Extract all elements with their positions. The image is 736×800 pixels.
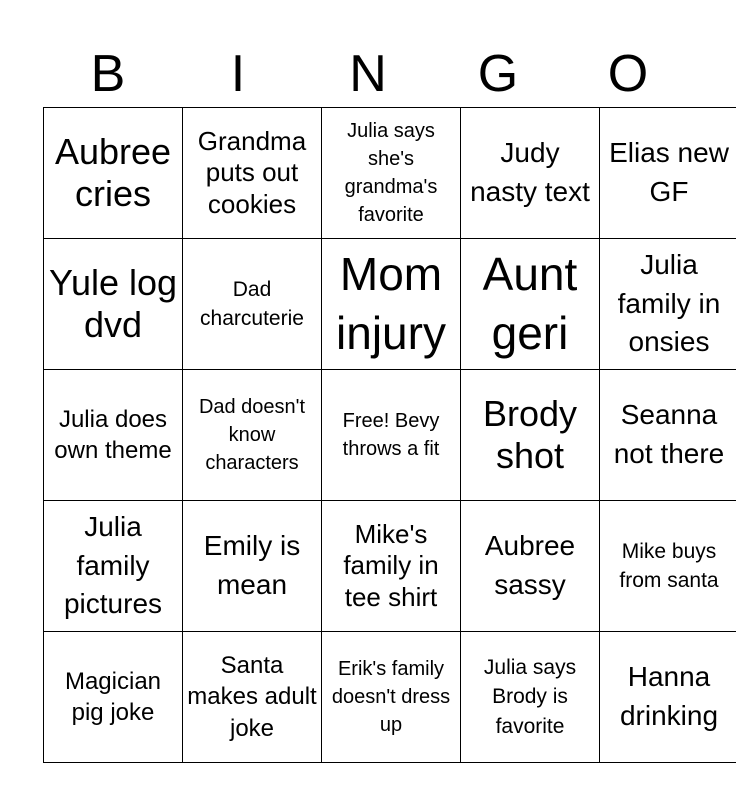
bingo-cell: Seanna not there — [600, 370, 736, 501]
board-row — [44, 501, 736, 632]
bingo-cell: Mom injury — [322, 239, 461, 370]
header-letter-b: B — [90, 45, 126, 103]
bingo-cell: Julia says Brody is favorite — [461, 632, 600, 763]
header-letter-o: O — [607, 45, 649, 103]
bingo-cell: Hanna drinking — [600, 632, 736, 763]
bingo-cell: Julia family in onsies — [600, 239, 736, 370]
header-letter-i: I — [230, 45, 246, 103]
header-letter-g: G — [477, 45, 519, 103]
board-row — [44, 370, 736, 501]
bingo-cell: Aunt geri — [461, 239, 600, 370]
header-letter-n: N — [349, 45, 387, 103]
bingo-cell: Yule log dvd — [44, 239, 183, 370]
bingo-cell: Emily is mean — [183, 501, 322, 632]
bingo-board — [43, 107, 736, 763]
bingo-cell: Aubree cries — [44, 108, 183, 239]
board-row — [44, 108, 736, 239]
bingo-cell: Santa makes adult joke — [183, 632, 322, 763]
bingo-cell: Brody shot — [461, 370, 600, 501]
bingo-cell: Elias new GF — [600, 108, 736, 239]
board-row — [44, 632, 736, 763]
bingo-cell: Free! Bevy throws a fit — [322, 370, 461, 501]
bingo-cell: Erik's family doesn't dress up — [322, 632, 461, 763]
bingo-cell: Aubree sassy — [461, 501, 600, 632]
bingo-cell: Dad charcuterie — [183, 239, 322, 370]
bingo-cell: Mike buys from santa — [600, 501, 736, 632]
bingo-cell: Julia family pictures — [44, 501, 183, 632]
bingo-cell: Grandma puts out cookies — [183, 108, 322, 239]
board-row — [44, 239, 736, 370]
bingo-cell: Magician pig joke — [44, 632, 183, 763]
bingo-cell: Julia does own theme — [44, 370, 183, 501]
bingo-cell: Mike's family in tee shirt — [322, 501, 461, 632]
bingo-cell: Judy nasty text — [461, 108, 600, 239]
bingo-header — [43, 40, 693, 108]
bingo-cell: Julia says she's grandma's favorite — [322, 108, 461, 239]
bingo-cell: Dad doesn't know characters — [183, 370, 322, 501]
